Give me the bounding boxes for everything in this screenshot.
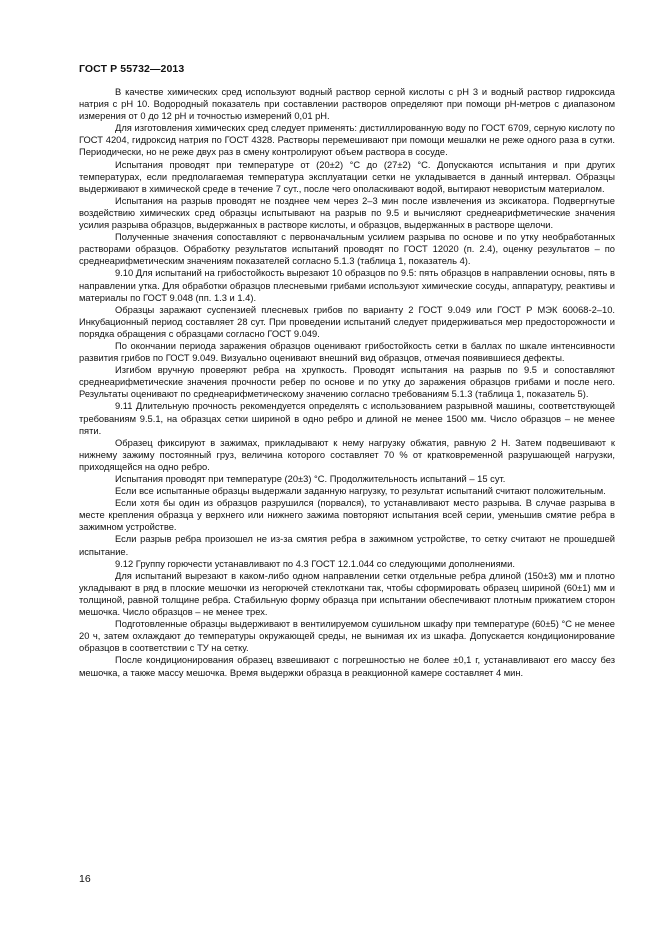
- paragraph-chemical-media: В качестве химических сред используют водный раствор серной кислоты с pH 3 и водный раствор гидроксида натрия с pH 10. Водородный показатель при составлении растворов определяют при помощи pH-метров с диапазоном измерения от 0 до 12 pH и точностью измерений 0,01 pH.: [79, 87, 615, 122]
- paragraph-clamping: Образец фиксируют в зажимах, прикладывают к нему нагрузку обжатия, равную 2 Н. Затем подвешивают к нижнему зажиму постоянный груз, величина которого составляет 70 % от кратковременной разрушающей нагрузки, приходящейся на одно ребро.: [79, 437, 615, 472]
- paragraph-failed-test: Если разрыв ребра произошел не из-за смятия ребра в зажимном устройстве, то сетку считают не прошедшей испытание.: [79, 534, 615, 557]
- paragraph-positive-result: Если все испытанные образцы выдержали заданную нагрузку, то результат испытаний считают положительным.: [115, 486, 606, 497]
- page-header: ГОСТ Р 55732—2013: [79, 63, 185, 75]
- paragraph-comparison: Полученные значения сопоставляют с первоначальным усилием разрыва по основе и по утку необработанных растворами образцов. Обработку результатов испытаний проводят по ГОСТ 12020 (п. 2.4), оценку результатов – по среднеарифметическим значениям показателей согласно 5.1.3 (таблица 1, показатель 4).: [79, 232, 615, 267]
- paragraph-media-preparation: Для изготовления химических сред следует применять: дистиллированную воду по ГОСТ 6709, серную кислоту по ГОСТ 4204, гидроксид натрия по ГОСТ 4328. Растворы перемешивают при помощи мешалки не реже одного раза в сутки. Периодически, но не реже двух раз в смену контролируют объем раствора в сосуде.: [79, 123, 615, 158]
- page-body: [79, 86, 615, 679]
- paragraph-9-11-long-term-strength: 9.11 Длительную прочность рекомендуется определять с использованием разрывной машины, соответствующей требованиям 9.5.1, на образцах сетки шириной в одно ребро и длиной не менее 1500 мм. Число образцов – не менее пяти.: [79, 401, 615, 436]
- paragraph-rupture-location: Если хотя бы один из образцов разрушился (порвался), то устанавливают место разрыва. В случае разрыва в месте крепления образца у верхнего или нижнего зажима повторяют испытания всей серии, уменьшив смятие ребра в зажимном устройстве.: [79, 498, 615, 533]
- paragraph-weighing: После кондиционирования образец взвешивают с погрешностью не более ±0,1 г, устанавливают его массу без мешочка, а также массу мешочка. Время выдержки образца в реакционной камере составляет 4 мин.: [79, 655, 615, 678]
- paragraph-test-temperature: Испытания проводят при температуре от (20±2) °С до (27±2) °С. Допускаются испытания и при других температурах, если предполагаемая температура эксплуатации сетки не укладывается в данный интервал. Образцы выдерживают в химической среде в течение 7 сут., после чего ополаскивают водой, вытирают невористым материалом.: [79, 159, 615, 194]
- paragraph-infection-assessment: По окончании периода заражения образцов оценивают грибостойкость сетки в баллах по шкале интенсивности развития грибов по ГОСТ 9.049. Визуально оценивают внешний вид образцов, отмечая появившиеся дефекты.: [79, 340, 615, 364]
- paragraph-rupture-test: Испытания на разрыв проводят не позднее чем через 2–3 мин после извлечения из эксикатора. Подвергнутые воздействию химических сред образцы испытывают на разрыв по 9.5 и вычисляют среднеарифметические значения усилия разрыва образцов, выдержанных в растворе кислоты, и образцов, выдержанных в растворе щелочи.: [79, 195, 615, 231]
- paragraph-duration: Испытания проводят при температуре (20±3) °С. Продолжительность испытаний – 15 сут.: [115, 474, 506, 484]
- page-number: 16: [79, 873, 91, 885]
- paragraph-9-10-fungus-resistance: 9.10 Для испытаний на грибостойкость вырезают 10 образцов по 9.5: пять образцов в направлении основы, пять в направлении утка. Для обработки образцов плесневыми грибами используют химические сосуды, аппаратуру, реактивы и материалы по ГОСТ 9.048 (пп. 1.3 и 1.4).: [79, 268, 615, 303]
- paragraph-sample-cutting: Для испытаний вырезают в каком-либо одном направлении сетки отдельные ребра длиной (150±3) мм и плотно укладывают в ряд в плоские мешочки из негорючей стеклоткани так, чтобы сформировать образец шириной (60±1) мм и толщиной, равной толщине ребра. Стабильную форму образца при испытании обеспечивают плотным прижатием сторон мешочка. Число образцов – не менее трех.: [79, 570, 615, 618]
- paragraph-infection: Образцы заражают суспензией плесневых грибов по варианту 2 ГОСТ 9.049 или ГОСТ Р МЭК 60068-2–10. Инкубационный период составляет 28 сут. При проведении испытаний следует придерживаться мер предосторожности и порядка обращения с образцами согласно ГОСТ 9.049.: [79, 304, 615, 339]
- paragraph-conditioning: Подготовленные образцы выдерживают в вентилируемом сушильном шкафу при температуре (60±5) °С не менее 20 ч, затем охлаждают до температуры окружающей среды, не вынимая их из шкафа. Допускается кондиционирование образцов в соответствии с ТУ на сетку.: [79, 619, 615, 654]
- paragraph-brittleness: Изгибом вручную проверяют ребра на хрупкость. Проводят испытания на разрыв по 9.5 и сопоставляют среднеарифметические значения прочности ребер по основе и по утку до заражения образцов грибами и после него. Результаты оценивают по среднеарифметическому значению согласно требованиям 5.1.3 (таблица 1, показатель 5).: [79, 365, 615, 400]
- paragraph-9-12-flammability: 9.12 Группу горючести устанавливают по 4.3 ГОСТ 12.1.044 со следующими дополнениями.: [115, 558, 515, 569]
